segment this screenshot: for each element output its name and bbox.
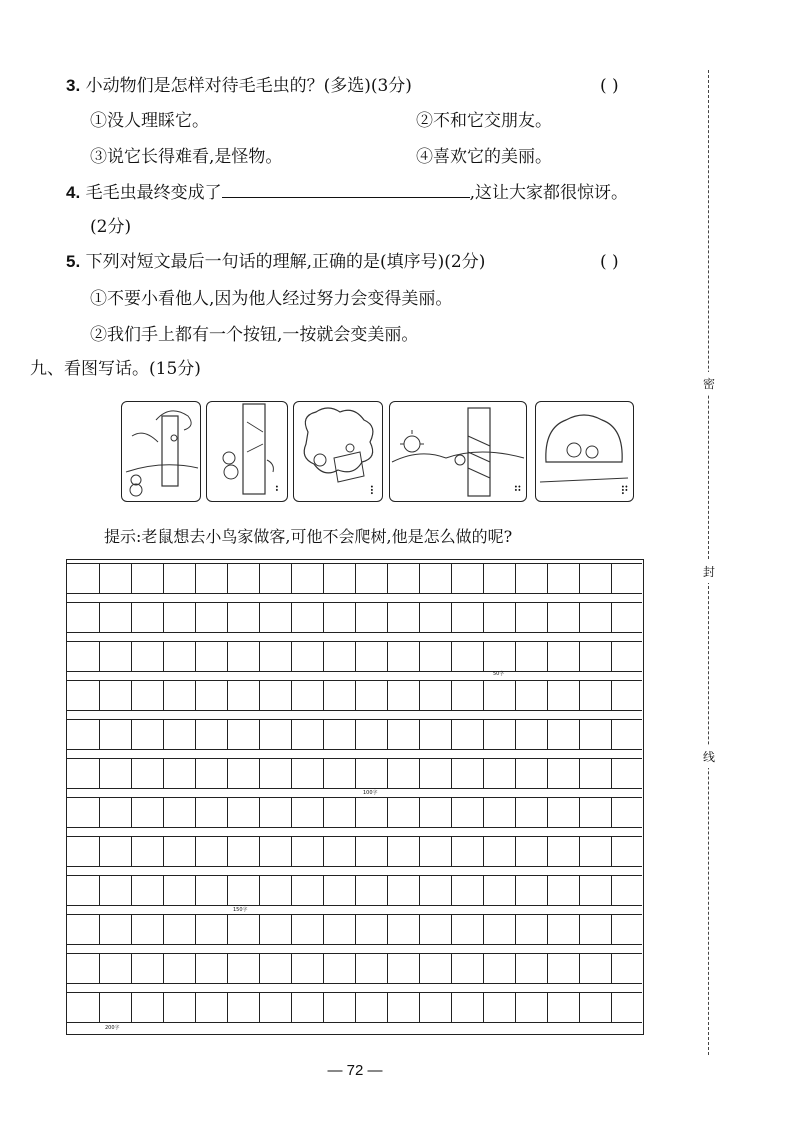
grid-cell-divider xyxy=(419,642,420,671)
grid-cell-divider xyxy=(515,915,516,944)
grid-cell-divider xyxy=(99,603,100,632)
grid-cell-divider xyxy=(483,993,484,1022)
question-3-answer-paren[interactable]: ( ) xyxy=(600,76,619,96)
grid-cell-divider xyxy=(259,720,260,749)
grid-cell-divider xyxy=(227,642,228,671)
grid-cell-divider xyxy=(163,915,164,944)
grid-cell-divider xyxy=(291,642,292,671)
grid-cell-divider xyxy=(259,798,260,827)
panel-3-number: ⠇ xyxy=(369,484,378,498)
question-3 xyxy=(66,75,412,97)
grid-cell-divider xyxy=(323,915,324,944)
grid-cell-divider xyxy=(579,720,580,749)
grid-cell-divider xyxy=(387,876,388,905)
grid-cell-divider xyxy=(611,720,612,749)
grid-cell-divider xyxy=(163,759,164,788)
grid-cell-divider xyxy=(99,954,100,983)
grid-cell-divider xyxy=(387,681,388,710)
grid-cell-divider xyxy=(163,564,164,593)
grid-cell-divider xyxy=(195,915,196,944)
grid-cell-divider xyxy=(451,564,452,593)
grid-cell-divider xyxy=(451,720,452,749)
grid-cell-divider xyxy=(99,837,100,866)
mouse-under-tree-illustration xyxy=(122,402,200,501)
grid-cell-divider xyxy=(355,993,356,1022)
question-4-text-after: ,这让大家都很惊讶。 xyxy=(469,183,628,203)
grid-cell-divider xyxy=(547,759,548,788)
grid-cell-divider xyxy=(259,876,260,905)
grid-cell-divider xyxy=(355,759,356,788)
grid-cell-divider xyxy=(547,681,548,710)
grid-cell-divider xyxy=(547,603,548,632)
grid-cell-divider xyxy=(419,954,420,983)
grid-cell-divider xyxy=(515,759,516,788)
grid-cell-divider xyxy=(419,759,420,788)
grid-cell-divider xyxy=(323,837,324,866)
grid-cell-divider xyxy=(547,915,548,944)
question-5 xyxy=(66,251,485,273)
writing-hint: 提示:老鼠想去小鸟家做客,可他不会爬树,他是怎么做的呢? xyxy=(104,527,513,546)
grid-cell-divider xyxy=(227,759,228,788)
grid-cell-divider xyxy=(451,798,452,827)
grid-row-2[interactable] xyxy=(67,602,642,633)
grid-cell-divider xyxy=(131,798,132,827)
grid-cell-divider xyxy=(611,798,612,827)
question-5-option-1: ①不要小看他人,因为他人经过努力会变得美丽。 xyxy=(90,289,453,309)
grid-cell-divider xyxy=(387,603,388,632)
grid-cell-divider xyxy=(131,603,132,632)
grid-cell-divider xyxy=(99,681,100,710)
grid-cell-divider xyxy=(387,915,388,944)
grid-cell-divider xyxy=(355,603,356,632)
grid-cell-divider xyxy=(131,993,132,1022)
grid-cell-divider xyxy=(195,993,196,1022)
grid-cell-divider xyxy=(163,876,164,905)
grid-cell-divider xyxy=(419,798,420,827)
grid-cell-divider xyxy=(387,993,388,1022)
grid-cell-divider xyxy=(131,837,132,866)
grid-cell-divider xyxy=(387,759,388,788)
grid-cell-divider xyxy=(291,603,292,632)
grid-cell-divider xyxy=(515,993,516,1022)
grid-cell-divider xyxy=(195,837,196,866)
grid-cell-divider xyxy=(515,720,516,749)
grid-cell-divider xyxy=(259,759,260,788)
grid-cell-divider xyxy=(547,564,548,593)
picture-panel-2 xyxy=(206,401,288,502)
grid-cell-divider xyxy=(387,642,388,671)
question-4-answer-blank[interactable] xyxy=(222,181,470,198)
grid-cell-divider xyxy=(547,837,548,866)
grid-cell-divider xyxy=(195,876,196,905)
grid-cell-divider xyxy=(259,837,260,866)
panel-4-number: ⠛ xyxy=(513,484,522,498)
grid-cell-divider xyxy=(131,564,132,593)
grid-row-7[interactable] xyxy=(67,797,642,828)
grid-cell-divider xyxy=(99,798,100,827)
binding-label-line: 线 xyxy=(703,745,715,768)
grid-cell-divider xyxy=(547,642,548,671)
grid-cell-divider xyxy=(163,837,164,866)
grid-cell-divider xyxy=(323,876,324,905)
question-3-number: 3. xyxy=(66,76,81,95)
grid-cell-divider xyxy=(547,798,548,827)
grid-cell-divider xyxy=(451,681,452,710)
grid-cell-divider xyxy=(611,954,612,983)
binding-label-seal: 密 xyxy=(703,372,715,395)
section-9-title: 九、看图写话。(15分) xyxy=(30,359,201,379)
grid-cell-divider xyxy=(451,954,452,983)
grid-cell-divider xyxy=(483,642,484,671)
grid-cell-divider xyxy=(323,564,324,593)
grid-cell-divider xyxy=(579,837,580,866)
grid-cell-divider xyxy=(163,993,164,1022)
grid-cell-divider xyxy=(291,720,292,749)
writing-grid[interactable] xyxy=(66,559,644,1035)
grid-row-8[interactable] xyxy=(67,836,642,867)
grid-cell-divider xyxy=(483,564,484,593)
grid-cell-divider xyxy=(579,564,580,593)
rope-on-tree-illustration xyxy=(390,402,526,501)
grid-cell-divider xyxy=(547,993,548,1022)
mouse-visiting-bird-illustration xyxy=(536,402,633,501)
grid-cell-divider xyxy=(323,993,324,1022)
grid-cell-divider xyxy=(419,681,420,710)
picture-panel-3 xyxy=(293,401,383,502)
grid-cell-divider xyxy=(259,603,260,632)
grid-cell-divider xyxy=(515,876,516,905)
grid-cell-divider xyxy=(611,915,612,944)
grid-cell-divider xyxy=(387,954,388,983)
grid-cell-divider xyxy=(387,720,388,749)
grid-cell-divider xyxy=(259,681,260,710)
grid-cell-divider xyxy=(451,642,452,671)
grid-cell-divider xyxy=(163,603,164,632)
grid-cell-divider xyxy=(131,720,132,749)
grid-cell-divider xyxy=(579,915,580,944)
grid-cell-divider xyxy=(227,564,228,593)
grid-cell-divider xyxy=(227,720,228,749)
grid-cell-divider xyxy=(387,798,388,827)
grid-cell-divider xyxy=(579,603,580,632)
grid-cell-divider xyxy=(355,954,356,983)
grid-cell-divider xyxy=(323,798,324,827)
question-4-score: (2分) xyxy=(90,217,132,237)
grid-cell-divider xyxy=(227,993,228,1022)
grid-cell-divider xyxy=(163,720,164,749)
grid-cell-divider xyxy=(323,954,324,983)
grid-cell-divider xyxy=(323,720,324,749)
question-4-text-before: 毛毛虫最终变成了 xyxy=(85,183,222,203)
panel-5-number: ⠟ xyxy=(620,484,629,498)
grid-cell-divider xyxy=(579,681,580,710)
grid-cell-divider xyxy=(483,798,484,827)
grid-cell-divider xyxy=(131,876,132,905)
grid-cell-divider xyxy=(355,798,356,827)
grid-cell-divider xyxy=(323,681,324,710)
page-number: — 72 — xyxy=(327,1062,383,1079)
grid-row-4[interactable] xyxy=(67,680,642,711)
grid-cell-divider xyxy=(419,993,420,1022)
grid-cell-divider xyxy=(323,603,324,632)
grid-cell-divider xyxy=(227,876,228,905)
grid-cell-divider xyxy=(99,915,100,944)
grid-cell-divider xyxy=(419,876,420,905)
grid-cell-divider xyxy=(611,837,612,866)
grid-cell-divider xyxy=(291,681,292,710)
grid-cell-divider xyxy=(483,837,484,866)
grid-cell-divider xyxy=(259,564,260,593)
grid-cell-divider xyxy=(515,564,516,593)
grid-cell-divider xyxy=(579,798,580,827)
grid-cell-divider xyxy=(419,915,420,944)
grid-cell-divider xyxy=(291,837,292,866)
grid-cell-divider xyxy=(515,798,516,827)
grid-cell-divider xyxy=(227,603,228,632)
grid-cell-divider xyxy=(195,681,196,710)
grid-cell-divider xyxy=(419,603,420,632)
panel-2-number: ⠃ xyxy=(274,484,283,498)
grid-cell-divider xyxy=(355,681,356,710)
grid-cell-divider xyxy=(579,642,580,671)
grid-cell-divider xyxy=(259,993,260,1022)
grid-cell-divider xyxy=(611,603,612,632)
grid-cell-divider xyxy=(131,759,132,788)
grid-cell-divider xyxy=(547,876,548,905)
grid-cell-divider xyxy=(227,681,228,710)
grid-cell-divider xyxy=(579,759,580,788)
word-count-marker-50: 50字 xyxy=(493,671,505,677)
grid-cell-divider xyxy=(515,603,516,632)
grid-cell-divider xyxy=(227,954,228,983)
grid-cell-divider xyxy=(195,759,196,788)
grid-cell-divider xyxy=(291,564,292,593)
grid-cell-divider xyxy=(419,720,420,749)
picture-panel-4 xyxy=(389,401,527,502)
grid-cell-divider xyxy=(483,954,484,983)
word-count-marker-200: 200字 xyxy=(105,1025,120,1031)
grid-cell-divider xyxy=(291,759,292,788)
grid-cell-divider xyxy=(451,759,452,788)
grid-cell-divider xyxy=(483,915,484,944)
grid-cell-divider xyxy=(99,720,100,749)
grid-cell-divider xyxy=(131,915,132,944)
grid-cell-divider xyxy=(355,837,356,866)
grid-cell-divider xyxy=(611,642,612,671)
question-4-number: 4. xyxy=(66,183,81,202)
grid-cell-divider xyxy=(355,642,356,671)
grid-cell-divider xyxy=(291,876,292,905)
grid-cell-divider xyxy=(99,759,100,788)
picture-panel-5 xyxy=(535,401,634,502)
grid-cell-divider xyxy=(227,837,228,866)
grid-cell-divider xyxy=(483,759,484,788)
grid-cell-divider xyxy=(195,564,196,593)
grid-cell-divider xyxy=(131,954,132,983)
question-3-text: 小动物们是怎样对待毛毛虫的？(多选)(3分) xyxy=(85,76,412,96)
question-3-option-3: ③说它长得难看,是怪物。 xyxy=(90,147,283,167)
question-3-option-4: ④喜欢它的美丽。 xyxy=(416,147,552,167)
grid-cell-divider xyxy=(291,993,292,1022)
grid-row-10[interactable] xyxy=(67,914,642,945)
grid-cell-divider xyxy=(163,798,164,827)
grid-cell-divider xyxy=(355,876,356,905)
grid-row-12[interactable] xyxy=(67,992,642,1023)
grid-cell-divider xyxy=(99,993,100,1022)
grid-cell-divider xyxy=(259,954,260,983)
question-5-option-2: ②我们手上都有一个按钮,一按就会变美丽。 xyxy=(90,325,419,345)
grid-cell-divider xyxy=(163,954,164,983)
grid-cell-divider xyxy=(227,915,228,944)
grid-row-11[interactable] xyxy=(67,953,642,984)
grid-cell-divider xyxy=(547,720,548,749)
grid-cell-divider xyxy=(515,837,516,866)
grid-cell-divider xyxy=(163,681,164,710)
grid-cell-divider xyxy=(611,681,612,710)
grid-cell-divider xyxy=(99,876,100,905)
grid-cell-divider xyxy=(259,642,260,671)
grid-cell-divider xyxy=(451,993,452,1022)
grid-cell-divider xyxy=(579,993,580,1022)
grid-row-5[interactable] xyxy=(67,719,642,750)
grid-cell-divider xyxy=(611,759,612,788)
grid-cell-divider xyxy=(195,603,196,632)
grid-cell-divider xyxy=(611,564,612,593)
grid-cell-divider xyxy=(419,837,420,866)
grid-cell-divider xyxy=(483,720,484,749)
grid-cell-divider xyxy=(195,642,196,671)
grid-cell-divider xyxy=(579,876,580,905)
picture-panel-1 xyxy=(121,401,201,502)
grid-cell-divider xyxy=(419,564,420,593)
grid-cell-divider xyxy=(355,720,356,749)
grid-cell-divider xyxy=(291,954,292,983)
grid-cell-divider xyxy=(259,915,260,944)
grid-cell-divider xyxy=(131,642,132,671)
grid-cell-divider xyxy=(515,954,516,983)
grid-cell-divider xyxy=(515,642,516,671)
grid-cell-divider xyxy=(99,564,100,593)
binding-label-envelope: 封 xyxy=(703,560,715,583)
question-3-option-2: ②不和它交朋友。 xyxy=(416,111,552,131)
grid-cell-divider xyxy=(195,798,196,827)
grid-cell-divider xyxy=(579,954,580,983)
grid-cell-divider xyxy=(387,564,388,593)
question-5-text: 下列对短文最后一句话的理解,正确的是(填序号)(2分) xyxy=(85,252,486,272)
question-4 xyxy=(66,181,628,204)
grid-cell-divider xyxy=(387,837,388,866)
grid-cell-divider xyxy=(451,837,452,866)
grid-row-9[interactable] xyxy=(67,875,642,906)
grid-row-3[interactable] xyxy=(67,641,642,672)
grid-cell-divider xyxy=(483,876,484,905)
question-5-answer-paren[interactable]: ( ) xyxy=(600,252,619,272)
grid-cell-divider xyxy=(611,993,612,1022)
grid-cell-divider xyxy=(227,798,228,827)
grid-cell-divider xyxy=(291,915,292,944)
grid-cell-divider xyxy=(547,954,548,983)
grid-cell-divider xyxy=(195,720,196,749)
grid-cell-divider xyxy=(163,642,164,671)
grid-cell-divider xyxy=(131,681,132,710)
grid-cell-divider xyxy=(355,564,356,593)
grid-cell-divider xyxy=(483,603,484,632)
grid-cell-divider xyxy=(451,915,452,944)
grid-cell-divider xyxy=(611,876,612,905)
question-3-option-1: ①没人理睬它。 xyxy=(90,111,209,131)
grid-row-6[interactable] xyxy=(67,758,642,789)
word-count-marker-150: 150字 xyxy=(233,907,248,913)
grid-cell-divider xyxy=(451,603,452,632)
grid-cell-divider xyxy=(323,759,324,788)
grid-cell-divider xyxy=(483,681,484,710)
grid-cell-divider xyxy=(451,876,452,905)
grid-cell-divider xyxy=(323,642,324,671)
grid-cell-divider xyxy=(99,642,100,671)
grid-cell-divider xyxy=(515,681,516,710)
grid-cell-divider xyxy=(195,954,196,983)
question-5-number: 5. xyxy=(66,252,81,271)
word-count-marker-100: 100字 xyxy=(363,790,378,796)
grid-cell-divider xyxy=(355,915,356,944)
grid-row-1[interactable] xyxy=(67,563,642,594)
grid-cell-divider xyxy=(291,798,292,827)
